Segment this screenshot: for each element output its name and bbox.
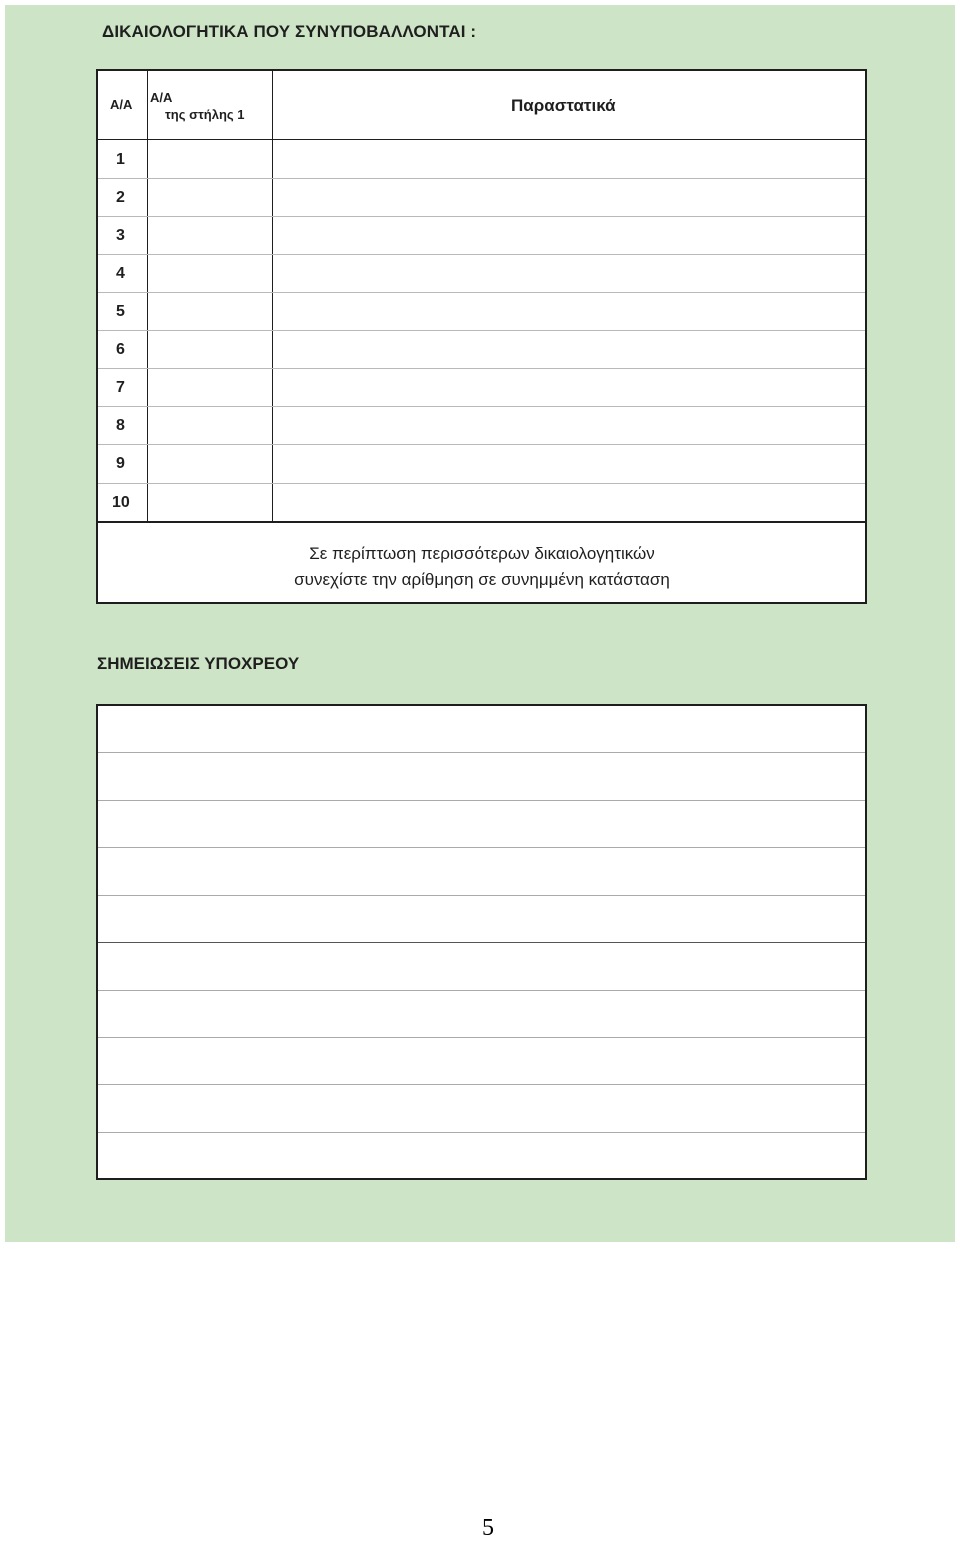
row-number: 3: [116, 227, 125, 244]
row-number: 9: [116, 455, 125, 472]
header-documents: Παραστατικά: [511, 96, 616, 115]
notes-line: [98, 752, 865, 753]
page-title: ΔΙΚΑΙΟΛΟΓΗΤΙΚΑ ΠΟΥ ΣΥΝΥΠΟΒΑΛΛΟΝΤΑΙ :: [102, 22, 477, 41]
row-divider: [98, 521, 865, 523]
notes-line: [98, 800, 865, 801]
notes-line: [98, 942, 865, 943]
row-number: 6: [116, 341, 125, 358]
row-divider: [98, 178, 865, 179]
row-divider: [98, 330, 865, 331]
row-divider: [98, 216, 865, 217]
notes-line: [98, 1132, 865, 1133]
row-divider: [98, 254, 865, 255]
documents-table: [96, 69, 867, 604]
notes-title: ΣΗΜΕΙΩΣΕΙΣ ΥΠΟΧΡΕΟΥ: [97, 654, 300, 673]
row-number: 7: [116, 379, 125, 396]
row-number: 2: [116, 189, 125, 206]
row-number: 4: [116, 265, 125, 282]
row-divider: [98, 139, 865, 140]
notes-box[interactable]: [96, 704, 867, 1180]
row-divider: [98, 483, 865, 484]
header-aa: Α/Α: [110, 97, 133, 112]
row-divider: [98, 444, 865, 445]
notes-line: [98, 847, 865, 848]
notes-line: [98, 1037, 865, 1038]
notes-line: [98, 895, 865, 896]
row-number: 10: [112, 494, 130, 511]
row-number: 5: [116, 303, 125, 320]
notes-line: [98, 1084, 865, 1085]
row-divider: [98, 406, 865, 407]
header-aa-column1: Α/Α της στήλης 1: [150, 90, 245, 122]
row-number: 8: [116, 417, 125, 434]
row-divider: [98, 368, 865, 369]
row-divider: [98, 292, 865, 293]
page-number: 5: [482, 1515, 494, 1541]
continuation-note: Σε περίπτωση περισσότερων δικαιολογητικών συνεχίστε την αρίθμηση σε συνημμένη κατάσταση: [294, 544, 670, 589]
row-number: 1: [116, 151, 125, 168]
notes-line: [98, 990, 865, 991]
